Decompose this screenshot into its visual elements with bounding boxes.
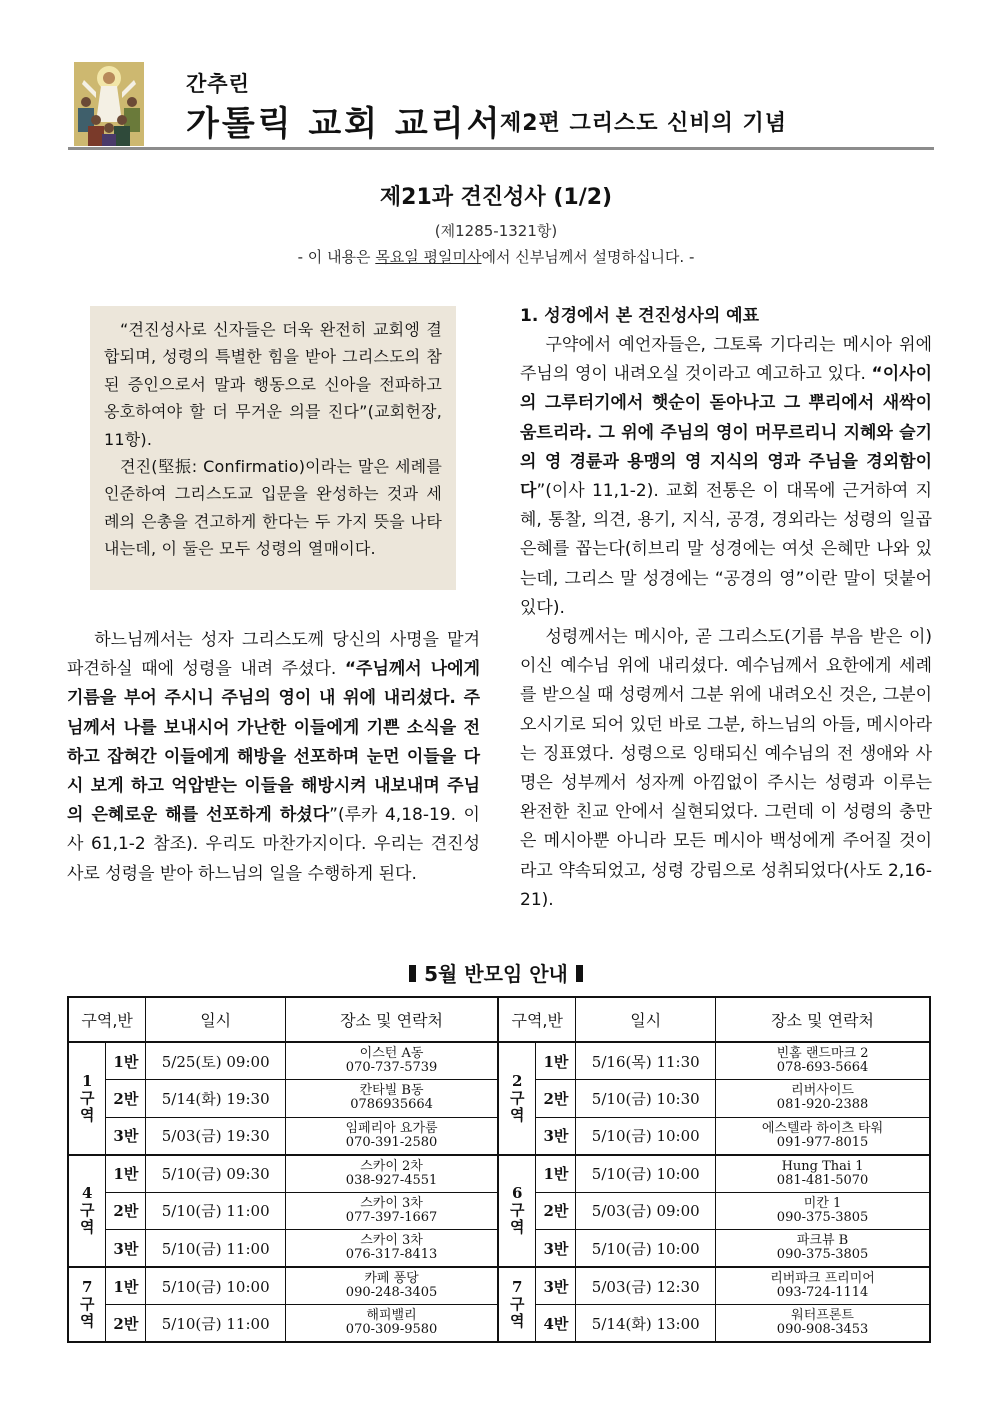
place-cell — [716, 1117, 930, 1155]
schedule-title — [0, 958, 992, 987]
date-cell: 5/14(화) 13:00 — [576, 1305, 716, 1343]
header-zone-right: 구역,반 — [498, 997, 576, 1042]
left-column-text — [67, 626, 480, 889]
schedule-table — [67, 996, 931, 1343]
date-cell: 5/10(금) 10:30 — [576, 1080, 716, 1118]
zone-1-text: 1구역 — [79, 1071, 95, 1124]
left-p1-intro: 하느님께서는 성자 그리스도께 당신의 사명을 맡겨 파견하실 때에 성령을 내려 주셨다. — [67, 630, 480, 680]
header-date-right: 일시 — [576, 997, 716, 1042]
place-cell — [716, 1267, 930, 1305]
schedule-title-text: 5월 반모임 안내 — [424, 962, 568, 986]
place-name: 빈홈 랜드마크 2 — [776, 1046, 869, 1061]
right-paragraph-1 — [520, 331, 932, 623]
place-phone: 0786935664 — [350, 1097, 433, 1113]
right-p1-rest: ”(이사 11,1-2). 교회 전통은 이 대목에 근거하여 지혜, 통찰, 의견, 용기, 지식, 공경, 경외라는 성령의 일곱 은혜를 꼽는다(히브리 말 성경에는 여섯 은혜만 나와 있는데, 그리스 말 성경에는 “공경의 영”이란 말이 덧붙어 있다). — [520, 481, 932, 618]
place-name: 해피밸리 — [366, 1308, 417, 1323]
place-phone: 070-391-2580 — [345, 1134, 438, 1150]
group-cell: 3반 — [536, 1267, 576, 1305]
place-phone: 090-375-3805 — [776, 1209, 869, 1225]
quote-box — [90, 306, 456, 590]
group-cell: 1반 — [106, 1042, 146, 1080]
place-cell — [286, 1117, 499, 1155]
square-bullet-icon — [409, 965, 416, 982]
zone-4-text: 4구역 — [79, 1184, 95, 1237]
left-p1-scripture-quote: “주님께서 나에게 기름을 부어 주시니 주님의 영이 내 위에 내리셨다. 주님께서 나를 보내시어 가난한 이들에게 기쁜 소식을 전하고 잡혀간 이들에게 해방을 선포하며 눈먼 이들을 다시 보게 하고 억압받는 이들을 해방시켜 내보내며 주님의 은혜로운 해를 선포하게 하셨다 — [67, 659, 480, 826]
zone-label — [68, 1155, 106, 1268]
lesson-title: 제21과 견진성사 (1/2) — [379, 185, 613, 210]
date-cell: 5/03(금) 09:00 — [576, 1192, 716, 1230]
lesson-note-underlined: 목요일 평일미사 — [375, 248, 482, 266]
place-name: Hung Thai 1 — [781, 1158, 864, 1174]
group-cell: 3반 — [106, 1117, 146, 1155]
place-phone: 078-693-5664 — [776, 1060, 869, 1075]
place-cell — [286, 1305, 499, 1343]
place-name: 스카이 2차 — [360, 1158, 423, 1174]
header-part: 제2편 그리스도 신비의 기념 — [500, 111, 788, 136]
place-phone: 081-481-5070 — [776, 1172, 869, 1188]
place-name: 스카이 3차 — [360, 1195, 423, 1211]
place-name: 파크뷰 B — [796, 1233, 849, 1248]
zone-7-text: 7구역 — [510, 1278, 525, 1330]
place-name: 칸타빌 B동 — [359, 1083, 424, 1099]
zone-label — [498, 1155, 536, 1268]
place-phone: 090-908-3453 — [776, 1322, 869, 1337]
header-date-left: 일시 — [146, 997, 286, 1042]
left-p1-rest: ”(루카 4,18-19. 이사 61,1-2 참조). 우리도 마찬가지이다. 우리는 견진성사로 성령을 받아 하느님의 일을 수행하게 된다. — [67, 805, 480, 884]
place-cell — [716, 1042, 930, 1080]
place-phone: 070-737-5739 — [345, 1060, 438, 1075]
zone-7-text: 7구역 — [79, 1278, 95, 1330]
place-phone: 093-724-1114 — [776, 1285, 869, 1300]
header-zone-left: 구역,반 — [68, 997, 146, 1042]
place-name: 미칸 1 — [803, 1195, 842, 1211]
place-phone: 076-317-8413 — [345, 1247, 438, 1262]
place-phone: 070-309-9580 — [345, 1322, 438, 1337]
place-cell — [716, 1155, 930, 1193]
lesson-note-after: 에서 신부님께서 설명하십니다. - — [481, 248, 695, 266]
date-cell: 5/10(금) 10:00 — [146, 1267, 286, 1305]
group-cell: 4반 — [536, 1305, 576, 1343]
square-bullet-icon — [576, 965, 583, 982]
right-p1-scripture-quote: “이사이의 그루터기에서 햇순이 돋아나고 그 뿌리에서 새싹이 움트리라. 그 위에 주님의 영이 머무르리니 지혜와 슬기의 영 경륜과 용맹의 영 지식의 영과 주님을 경외함이다 — [520, 364, 932, 502]
group-cell: 1반 — [536, 1042, 576, 1080]
place-cell — [716, 1080, 930, 1118]
header-title: 가톨릭 교회 교리서 — [186, 104, 503, 144]
place-phone: 038-927-4551 — [345, 1172, 438, 1188]
date-cell: 5/03(금) 12:30 — [576, 1267, 716, 1305]
date-cell: 5/10(금) 10:00 — [576, 1230, 716, 1268]
place-cell — [286, 1267, 499, 1305]
quote-paragraph-1: “견진성사로 신자들은 더욱 완전히 교회엥 결합되며, 성령의 특별한 힘을 받아 그리스도의 참된 증인으로서 말과 행동으로 신아을 전파하고 옹호하여야 할 더 무거운 의믈 진다”(교회헌장, 11항). — [104, 320, 442, 449]
date-cell: 5/16(목) 11:30 — [576, 1042, 716, 1080]
group-cell: 1반 — [106, 1155, 146, 1193]
place-cell — [286, 1042, 499, 1080]
table-row — [68, 1042, 930, 1080]
group-cell: 3반 — [536, 1230, 576, 1268]
right-column-text — [520, 302, 932, 915]
place-cell — [286, 1080, 499, 1118]
header-subtitle: 간추린 — [186, 72, 250, 96]
date-cell: 5/10(금) 09:30 — [146, 1155, 286, 1193]
section-heading: 1. 성경에서 본 견진성사의 예표 — [520, 306, 760, 326]
date-cell: 5/03(금) 19:30 — [146, 1117, 286, 1155]
lesson-note — [0, 246, 992, 267]
place-cell — [716, 1305, 930, 1343]
place-cell — [716, 1230, 930, 1268]
place-name: 리버사이드 — [791, 1083, 854, 1099]
christ-icon — [74, 62, 144, 146]
zone-6-text: 6구역 — [510, 1184, 525, 1237]
date-cell: 5/10(금) 11:00 — [146, 1305, 286, 1343]
place-cell — [286, 1192, 499, 1230]
date-cell: 5/10(금) 10:00 — [576, 1155, 716, 1193]
group-cell: 1반 — [536, 1155, 576, 1193]
place-name: 이스턴 A동 — [359, 1046, 424, 1061]
group-cell: 2반 — [536, 1192, 576, 1230]
place-name: 스카이 3차 — [360, 1233, 423, 1248]
zone-label — [498, 1267, 536, 1342]
place-cell — [286, 1155, 499, 1193]
place-phone: 091-977-8015 — [776, 1134, 869, 1150]
date-cell: 5/10(금) 11:00 — [146, 1230, 286, 1268]
left-paragraph-1 — [67, 626, 480, 889]
group-cell: 3반 — [106, 1230, 146, 1268]
date-cell: 5/25(토) 09:00 — [146, 1042, 286, 1080]
quote-paragraph-2: 견진(堅振: Confirmatio)이라는 말은 세례를 인준하여 그리스도교 입문을 완성하는 것과 세례의 은총을 견고하게 한다는 두 가지 뜻을 나타내는데, 이 둘은 모두 성령의 열매이다. — [104, 457, 442, 559]
place-phone: 077-397-1667 — [345, 1209, 438, 1225]
group-cell: 1반 — [106, 1267, 146, 1305]
right-paragraph-2: 성령께서는 메시아, 곧 그리스도(기름 부음 받은 이)이신 예수님 위에 내리셨다. 예수님께서 요한에게 세례를 받으실 때 성령께서 그분 위에 내려오신 것은, 그분이 오시기로 되어 있던 바로 그분, 하느님의 아들, 메시아라는 징표였다. 성령으로 잉태되신 예수님의 전 생애와 사명은 성부께서 성자께 아낌없이 주시는 성령과 이루는 완전한 친교 안에서 실현되었다. 그런데 이 성령의 충만은 메시아뿐 아니라 모든 메시아 백성에게 주어질 것이라고 약속되었고, 성령 강림으로 성취되었다(사도 2,16-21). — [520, 627, 932, 910]
group-cell: 2반 — [536, 1080, 576, 1118]
lesson-range: (제1285-1321항) — [434, 222, 558, 240]
place-name: 에스텔라 하이츠 타워 — [761, 1120, 884, 1136]
right-p1-intro: 구약에서 예언자들은, 그토록 기다리는 메시아 위에 주님의 영이 내려오실 것이라고 예고하고 있다. — [520, 335, 932, 385]
zone-2-text: 2구역 — [510, 1071, 525, 1124]
header-divider — [68, 147, 934, 150]
place-name: 카페 퐁당 — [364, 1271, 419, 1286]
header-place-right: 장소 및 연락처 — [716, 997, 930, 1042]
zone-label — [68, 1267, 106, 1342]
group-cell: 2반 — [106, 1192, 146, 1230]
place-name: 워터프론트 — [791, 1308, 854, 1323]
place-name: 임페리아 요가룸 — [345, 1120, 438, 1136]
place-cell — [286, 1230, 499, 1268]
page-header — [68, 58, 934, 150]
date-cell: 5/10(금) 10:00 — [576, 1117, 716, 1155]
table-header-row — [68, 997, 930, 1042]
table-row — [68, 1155, 930, 1193]
zone-label — [68, 1042, 106, 1155]
group-cell: 2반 — [106, 1305, 146, 1343]
place-phone: 081-920-2388 — [776, 1097, 869, 1113]
lesson-note-before: - 이 내용은 — [297, 248, 376, 266]
table-row — [68, 1267, 930, 1305]
place-cell — [716, 1192, 930, 1230]
zone-label — [498, 1042, 536, 1155]
place-name: 리버파크 프리미어 — [770, 1271, 875, 1286]
christ-with-disciples-image — [74, 62, 144, 146]
date-cell: 5/14(화) 19:30 — [146, 1080, 286, 1118]
group-cell: 2반 — [106, 1080, 146, 1118]
header-place-left: 장소 및 연락처 — [286, 997, 499, 1042]
date-cell: 5/10(금) 11:00 — [146, 1192, 286, 1230]
place-phone: 090-375-3805 — [776, 1247, 869, 1262]
place-phone: 090-248-3405 — [345, 1285, 438, 1300]
group-cell: 3반 — [536, 1117, 576, 1155]
